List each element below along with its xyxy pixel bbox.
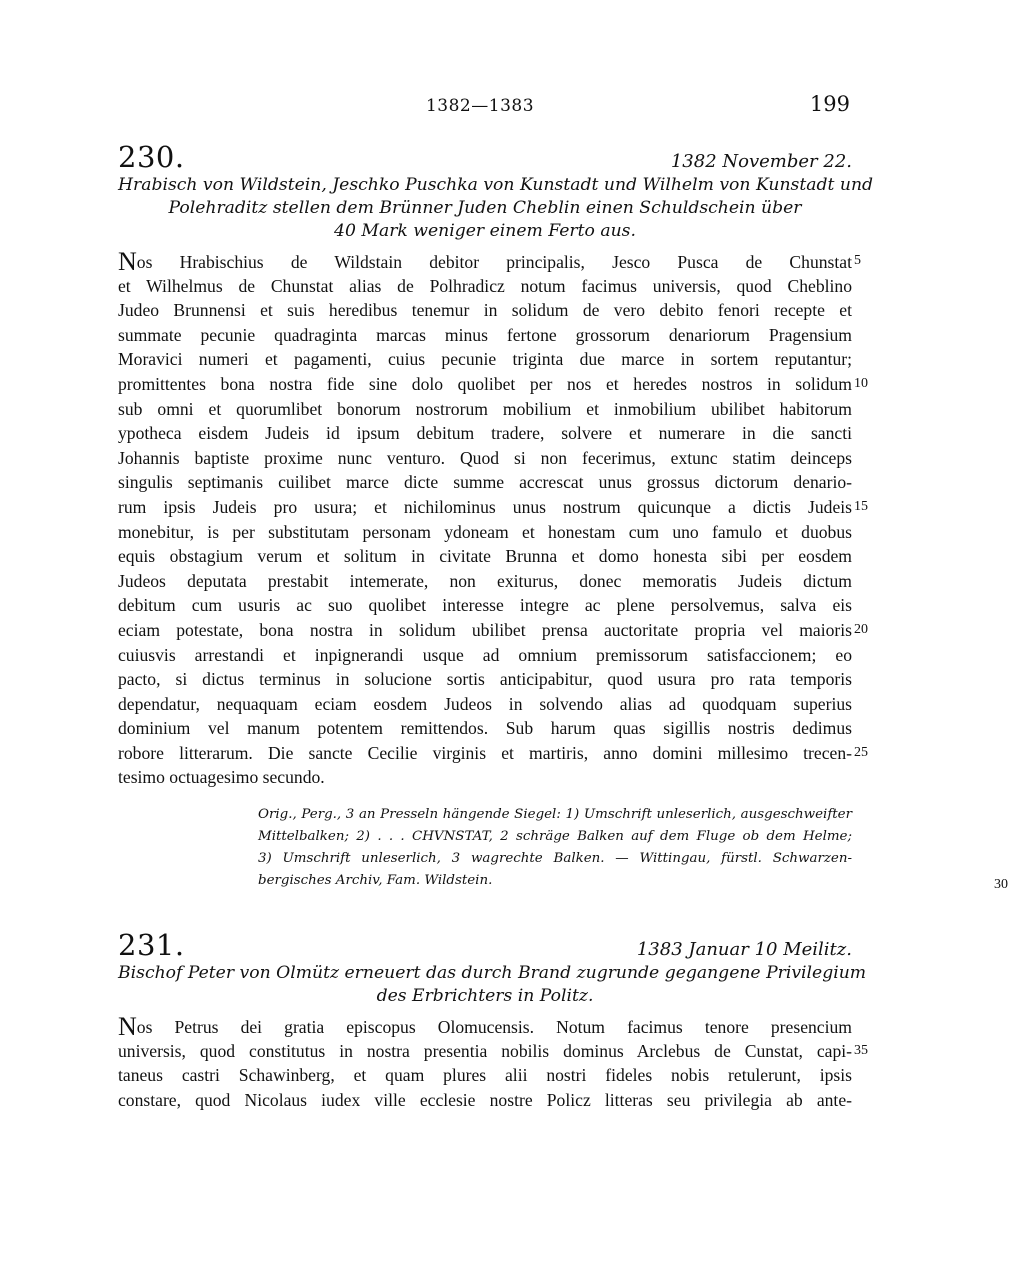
charter-text: [118, 1012, 868, 1112]
text-line: eciam potestate, bona nostra in solidum ubilibet prensa auctoritate propria vel maioris 20: [118, 618, 852, 643]
running-head: [0, 92, 960, 122]
line-number: 35: [854, 1042, 868, 1058]
note-line: [258, 804, 852, 826]
entry-date: 1383 Januar 10 Meilitz.: [636, 939, 852, 960]
line-number: 30: [994, 877, 1008, 893]
text-line: promittentes bona nostra fide sine dolo quolibet per nos et heredes nostros in solidum 10: [118, 372, 852, 397]
text-line: summate pecunie quadraginta marcas minus fertone grossorum denariorum Pragensium: [118, 324, 852, 345]
text-line: robore litterarum. Die sancte Cecilie virginis et martiris, anno domini millesimo trecen- 25: [118, 741, 852, 766]
line-number: 20: [854, 621, 868, 637]
text-line-content: os Petrus dei gratia episcopus Olomucensis. Notum facimus tenore presencium: [136, 1017, 852, 1037]
summary-line: des Erbrichters in Politz.: [376, 986, 594, 1006]
line-number: 5: [854, 253, 861, 268]
summary-line: Polehraditz stellen dem Brünner Juden Cheblin einen Schuldschein über: [168, 198, 802, 218]
text-line: Moravici numeri et pagamenti, cuius pecunie triginta due marce in sortem reputantur;: [118, 349, 852, 370]
entry-header: [118, 140, 852, 174]
text-line: tesimo octuagesimo secundo.: [118, 767, 325, 788]
entry-header: [118, 928, 852, 962]
summary-line: Hrabisch von Wildstein, Jeschko Puschka von Kunstadt und Wilhelm von Kunstadt und: [118, 175, 874, 195]
line-number: 25: [854, 744, 868, 760]
initial-letter: N: [118, 247, 137, 276]
text-line: ypotheca eisdem Judeis id ipsum debitum tradere, solvere et numerare in die sancti: [118, 423, 852, 444]
summary-line: 40 Mark weniger einem Ferto aus.: [334, 221, 636, 241]
note-line: [258, 826, 852, 848]
text-line: pacto, si dictus terminus in solucione sortis anticipabitur, quod usura pro rata temporis: [118, 669, 852, 690]
text-line: monebitur, is per substitutam personam ydoneam et honestam cum uno famulo et duobus: [118, 521, 852, 542]
initial-letter: N: [118, 1012, 137, 1041]
note-line-content: 3) Umschrift unleserlich, 3 wagrechte Balken. — Wittingau, fürstl. Schwarzen-: [258, 851, 852, 867]
text-line: Judeos deputata prestabit intemerate, non exiturus, donec memoratis Judeis dictum: [118, 570, 852, 591]
charter-entry-230: [118, 140, 1008, 893]
text-line: debitum cum usuris ac suo quolibet interesse integre ac plene persolvemus, salva eis: [118, 595, 852, 616]
entry-date: 1382 November 22.: [670, 151, 852, 172]
text-line: Judeo Brunnensi et suis heredibus tenemur in solidum de vero debito fenori recepte et: [118, 300, 852, 321]
page-number: 199: [809, 92, 850, 116]
source-notes: [258, 804, 1008, 893]
text-line: et Wilhelmus de Chunstat alias de Polhradicz notum facimus universis, quod Cheblino: [118, 275, 852, 296]
text-line: taneus castri Schawinberg, et quam plures alii nostri fideles nobis retulerunt, ipsis: [118, 1065, 852, 1086]
line-number: 10: [854, 375, 868, 391]
text-line: singulis septimanis cuilibet marce dicte summe accrescat unus grossus dictorum denario-: [118, 472, 852, 493]
text-line: equis obstagium verum et solitum in civitate Brunna et domo honesta sibi per eosdem: [118, 546, 852, 567]
entry-summary: [118, 962, 867, 1008]
summary-line: Bischof Peter von Olmütz erneuert das durch Brand zugrunde gegangene Privilegium: [118, 963, 867, 983]
text-line: [118, 1014, 852, 1039]
text-line-content: os Hrabischius de Wildstain debitor principalis, Jesco Pusca de Chunstat: [136, 252, 852, 272]
text-line: sub omni et quorumlibet bonorum nostrorum mobilium et inmobilium ubilibet habitorum: [118, 398, 852, 419]
text-line: cuiusvis arrestandi et inpignerandi usque ad omnium premissorum satisfaccionem; eo: [118, 644, 852, 665]
line-number: 15: [854, 498, 868, 514]
charter-entry-231: [118, 928, 868, 1112]
text-line: universis, quod constitutus in nostra presentia nobilis dominus Arclebus de Cunstat, capi- 35: [118, 1039, 852, 1064]
text-line: constare, quod Nicolaus iudex ville ecclesie nostre Policz litteras seu privilegia ab ante-: [118, 1089, 852, 1110]
running-head-title: 1382—1383: [425, 96, 535, 116]
text-line: rum ipsis Judeis pro usura; et nichilominus unus nostrum quicunque a dictis Judeis 15: [118, 495, 852, 520]
charter-text: [118, 247, 868, 790]
entry-number: 230.: [118, 140, 185, 174]
entry-number: 231.: [118, 928, 185, 962]
note-line-content: Orig., Perg., 3 an Presseln hängende Siegel: 1) Umschrift unleserlich, ausgeschweifter: [258, 807, 852, 823]
text-line: dominium vel manum potentem remittendos. Sub harum quas sigillis nostris dedimus: [118, 718, 852, 739]
note-line: [258, 870, 1008, 893]
note-line-content: bergisches Archiv, Fam. Wildstein.: [258, 873, 493, 889]
text-line: [118, 247, 861, 276]
text-line: dependatur, nequaquam eciam eosdem Judeos in solvendo alias ad quodquam superius: [118, 693, 852, 714]
entry-summary: [118, 174, 874, 243]
note-line-content: Mittelbalken; 2) . . . CHVNSTAT, 2 schräge Balken auf dem Fluge ob dem Helme;: [258, 829, 852, 845]
text-line: Johannis baptiste proxime nunc venturo. Quod si non fecerimus, extunc statim deinceps: [118, 447, 852, 468]
note-line: [258, 848, 852, 870]
